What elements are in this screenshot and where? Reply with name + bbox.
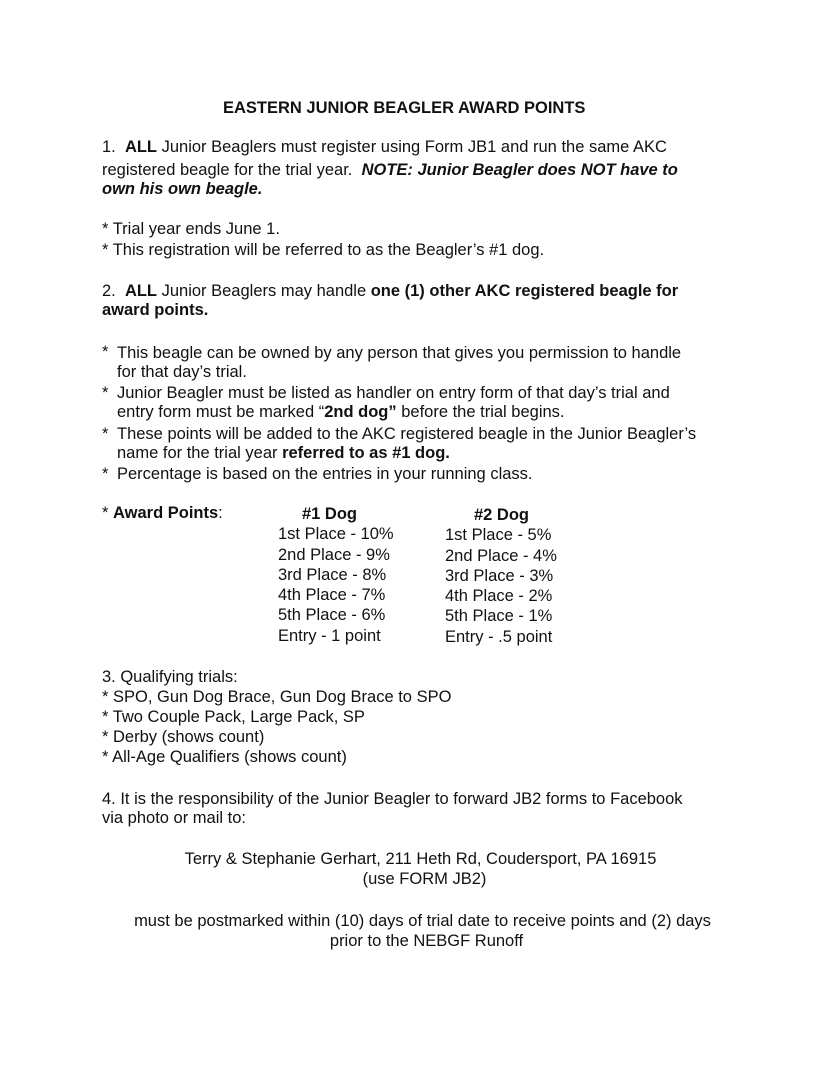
section-1-line-1: [102, 137, 667, 157]
dog-1-row: 4th Place - 7%: [278, 586, 386, 605]
qualifying-item: * Two Couple Pack, Large Pack, SP: [102, 708, 365, 726]
dog-1-column: [278, 504, 394, 646]
mailing-address: Terry & Stephanie Gerhart, 211 Heth Rd, Coudersport, PA 16915: [184, 850, 657, 868]
dog-1-row: 5th Place - 6%: [278, 606, 386, 625]
form-note: (use FORM JB2): [362, 870, 487, 888]
dog-1-row: 2nd Place - 9%: [278, 545, 390, 564]
dog-2-row: 2nd Place - 4%: [445, 546, 557, 565]
award-points-label: * Award Points:: [102, 504, 223, 522]
bullet-star: *: [102, 343, 109, 361]
section-2-text-1: Junior Beaglers may handle: [157, 282, 371, 300]
section-2-bold-1: one (1) other AKC registered beagle for: [370, 282, 679, 300]
section-2-line-1: [102, 281, 678, 301]
dog-2-column: [445, 505, 557, 647]
section-4-line-2: via photo or mail to:: [102, 809, 246, 827]
dog-1-row: Entry - 1 point: [278, 626, 381, 645]
referred-to-as-1-dog: referred to as #1 dog.: [282, 444, 450, 462]
dog-1-header: #1 Dog: [302, 505, 358, 523]
dog-2-header: #2 Dog: [474, 506, 530, 524]
bullet-star: *: [102, 465, 109, 483]
section-1-text-2: registered beagle for the trial year.: [102, 161, 353, 179]
section-1-note-1: NOTE: Junior Beagler does NOT have to: [361, 161, 678, 179]
section-2-bullet-1b: for that day’s trial.: [117, 363, 247, 381]
section-1-all: ALL: [124, 138, 158, 156]
dog-2-row: 3rd Place - 3%: [445, 566, 554, 585]
dog-1-row: 3rd Place - 8%: [278, 565, 387, 584]
section-2-all: ALL: [124, 282, 158, 300]
section-2-bullet-3a: These points will be added to the AKC registered beagle in the Junior Beagler’s: [117, 425, 697, 443]
qualifying-item: * All-Age Qualifiers (shows count): [102, 748, 347, 766]
section-1-line-2: [102, 160, 678, 180]
section-2-bullet-2b: entry form must be marked “2nd dog” before the trial begins.: [117, 403, 565, 421]
section-3-heading: 3. Qualifying trials:: [102, 668, 238, 686]
section-2-bullet-2a: Junior Beagler must be listed as handler on entry form of that day’s trial and: [117, 384, 670, 402]
qualifying-item: * Derby (shows count): [102, 728, 265, 746]
dog-2-row: 5th Place - 1%: [445, 607, 553, 626]
postmark-line-2: prior to the NEBGF Runoff: [329, 932, 524, 950]
dog-2-row: Entry - .5 point: [445, 627, 553, 646]
qualifying-item: * SPO, Gun Dog Brace, Gun Dog Brace to SPO: [102, 688, 452, 706]
section-1-number: 1.: [102, 138, 116, 156]
section-1-bullet-1: * Trial year ends June 1.: [102, 220, 280, 238]
section-2-bullet-3b: name for the trial year referred to as #1 dog.: [117, 444, 450, 462]
bullet-star: *: [102, 425, 109, 443]
section-2-bullet-1a: This beagle can be owned by any person that gives you permission to handle: [117, 344, 682, 362]
bullet-star: *: [102, 384, 109, 402]
section-1-text-1: Junior Beaglers must register using Form JB1 and run the same AKC: [157, 138, 667, 156]
section-1-note-2: own his own beagle.: [102, 180, 263, 198]
section-1-bullet-2: * This registration will be referred to as the Beagler’s #1 dog.: [102, 241, 545, 259]
section-2-number: 2.: [102, 282, 116, 300]
dog-1-row: 1st Place - 10%: [278, 525, 394, 544]
dog-2-row: 1st Place - 5%: [445, 526, 552, 545]
section-2-bold-2: award points.: [102, 301, 209, 319]
section-2-bullet-4: Percentage is based on the entries in your running class.: [117, 465, 533, 483]
second-dog-mark: 2nd dog”: [324, 403, 397, 421]
page-title: EASTERN JUNIOR BEAGLER AWARD POINTS: [223, 99, 586, 117]
dog-2-row: 4th Place - 2%: [445, 587, 553, 606]
section-4-line-1: 4. It is the responsibility of the Junior Beagler to forward JB2 forms to Facebook: [102, 790, 683, 808]
postmark-line-1: must be postmarked within (10) days of trial date to receive points and (2) days: [134, 912, 711, 930]
